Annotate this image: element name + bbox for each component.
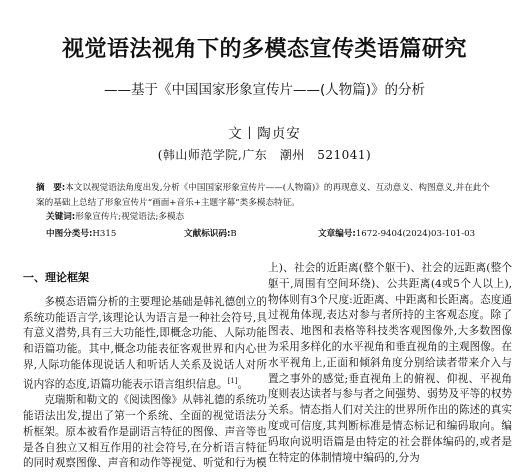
abstract (36, 181, 496, 211)
abstract-label: 摘 要: (36, 183, 66, 193)
paper-subtitle: ——基于《中国国家形象宣传片——(人物篇)》的分析 (103, 82, 426, 98)
clc-label: 中图分类号: (46, 229, 93, 239)
clc-value: H315 (92, 229, 117, 239)
article-number (318, 227, 475, 239)
doc-code-label: 文献标识码: (184, 229, 231, 239)
body-paragraph: 克瑞斯和勒文的《阅读图像》从韩礼德的系统功能语法出发,提出了第一个系统、全面的视觉语法分析框架。原本被看作是副语言特征的图像、声音等也是各自独立又相互作用的社会符号,在分析语言特征的同时观察图像、声音和动作等视觉、听觉和行为模 (23, 394, 267, 470)
paragraph-text: 多模态语篇分析的主要理论基础是韩礼德创立的系统功能语言学,该理论认为语言是一种社会符号,具有意义潜势,具有三大功能性,即概念功能、人际功能和语篇功能。其中,概念功能表征客观世界和内心世界,人际功能体现说话人和听话人关系及说话人对所说内容的态度,语篇功能表示语言组织信息。 (23, 295, 267, 391)
section-heading: 一、理论框架 (23, 271, 89, 284)
body-paragraph: 上)、社会的近距离(整个躯干)、社会的远距离(整个躯干,周围有空间环绕)、公共距离(4或5个人以上),物体则有3个尺度:近距离、中距离和长距离。态度通过视角体现,表达对参与者所持的主客观态度。除了图表、地图和表格等科技类客观图像外,大多数图像为采用多样化的水平视角和垂直视角的主观图像。在水平视角上,正面和倾斜角度分别给读者带来介入与置之事外的感觉;垂直视角上的俯视、仰视、平视角度则表达读者与参与者之间强势、弱势及平等的权势关系。情态指人们对关注的世界所作出的陈述的真实度或可信度,其判断标准是情态标记和编码取向。编码取向说明语篇是由特定的社会群体编码的,或者是在特定的体制情境中编码的,分为 (268, 262, 512, 464)
left-column (23, 262, 267, 472)
author-line: 文丨陶贞安 (228, 126, 301, 142)
paragraph-end: 。 (237, 378, 249, 391)
clc-number (46, 227, 116, 239)
paper-title: 视觉语法视角下的多模态宣传类语篇研究 (61, 37, 467, 62)
article-number-label: 文章编号: (318, 229, 356, 239)
article-number-value: 1672-9404(2024)03-101-03 (355, 229, 476, 239)
abstract-text: 本文以视觉语法角度出发,分析《中国国家形象宣传片——(人物篇)》的再现意义、互动意义、构图意义,并在此个案的基础上总结了形象宣传片“画面+音乐+主题字幕”类多模态特征。 (36, 183, 490, 208)
affiliation-line: (韩山师范学院,广东 潮州 521041) (157, 148, 372, 162)
body-paragraph (23, 295, 267, 393)
citation-mark: [1] (227, 376, 238, 385)
doc-code (184, 227, 237, 239)
doc-code-value: B (230, 229, 237, 239)
keywords (46, 210, 184, 222)
keywords-text: 形象宣传片;视觉语法;多模态 (75, 212, 185, 222)
right-column (268, 261, 512, 466)
keywords-label: 关键词: (46, 212, 76, 222)
